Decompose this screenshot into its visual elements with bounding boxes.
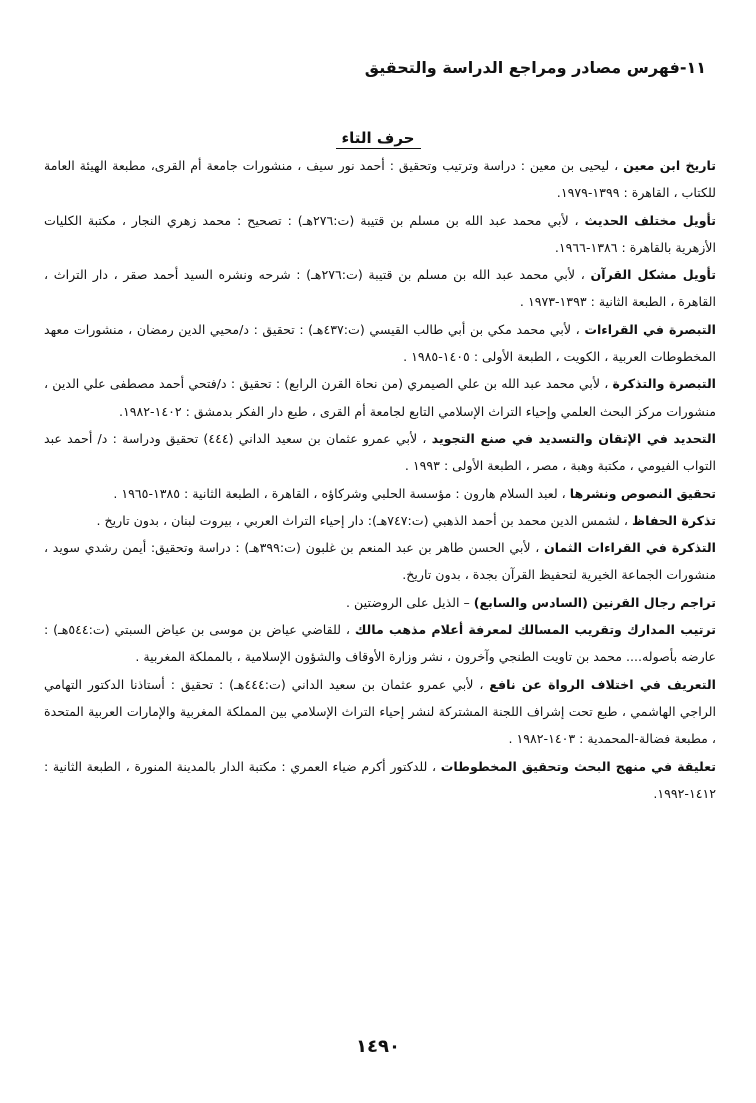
entry-title: التعريف في اختلاف الرواة عن نافع: [489, 676, 716, 692]
entry-text: ، ليحيى بن معين : دراسة وترتيب وتحقيق : أحمد نور سيف ، منشورات جامعة أم القرى، مطبعة الهيئة العامة للكتاب ، القاهرة : ١٣٩٩-١٩٧٩.: [44, 158, 716, 201]
entry-text: ، لأبي محمد عبد الله بن مسلم بن قتيبة (ت:٢٧٦هـ) : شرحه ونشره السيد أحمد صقر ، دار التراث ، القاهرة ، الطبعة الثانية : ١٣٩٣-١٩٧٣ .: [44, 267, 716, 310]
entry-title: تأويل مشكل القرآن: [590, 267, 716, 283]
entry-text: ، للدكتور أكرم ضياء العمري : مكتبة الدار بالمدينة المنورة ، الطبعة الثانية : ١٤١٢-١٩٩٢.: [44, 758, 716, 801]
running-header: ١١-فهرس مصادر ومراجع الدراسة والتحقيق: [364, 58, 706, 77]
entry-title: ترتيب المدارك وتقريب المسالك لمعرفة أعلام مذهب مالك: [354, 622, 716, 638]
entry-title: تذكرة الحفاظ: [632, 512, 716, 528]
bibliography-entry: [44, 261, 716, 316]
entry-text: ، لأبي عمرو عثمان بن سعيد الداني (ت:٤٤٤هـ) : تحقيق : أستاذنا الدكتور التهامي الراجي الهاشمي ، طبع تحت إشراف اللجنة المشتركة لنشر إحياء التراث الإسلامي بين المملكة المغربية والإمارات العربية المتحدة ، مطبعة فضالة-المحمدية : ١٤٠٣-١٩٨٢ .: [44, 676, 716, 747]
entry-title: تاريخ ابن معين: [623, 158, 716, 173]
bibliography-entry: [44, 671, 716, 753]
bibliography-entry: [44, 207, 716, 262]
entry-title: تأويل مختلف الحديث: [584, 212, 717, 228]
bibliography-entry: [44, 589, 716, 616]
bibliography-entry: [44, 152, 716, 207]
entry-text: ، للقاضي عياض بن موسى بن عياض السبتي (ت:٥٤٤هـ) : عارضه بأصوله.... محمد بن تاويت الطنجي وآخرون ، نشر وزارة الأوقاف والشؤون الإسلامية ، بالمملكة المغربية .: [44, 622, 716, 665]
entry-title: التحديد في الإتقان والتسديد في صنع التجويد: [431, 430, 716, 446]
entry-text: ، لشمس الدين محمد بن أحمد الذهبي (ت:٧٤٧هـ): دار إحياء التراث العربي ، بيروت لبنان ، بدون تاريخ .: [96, 512, 628, 528]
bibliography-entry: [44, 316, 716, 371]
bibliography-entry: [44, 534, 716, 589]
bibliography-entry: [44, 753, 716, 808]
section-heading: [0, 128, 756, 149]
bibliography-entry: [44, 370, 716, 425]
entry-title: التذكرة في القراءات الثمان: [543, 540, 716, 556]
page-number: ١٤٩٠: [356, 1036, 400, 1057]
bibliography-entry: [44, 425, 716, 480]
entry-title: تراجم رجال القرنين (السادس والسابع): [473, 594, 716, 610]
bibliography-entry: [44, 480, 716, 507]
entry-title: التبصرة والتذكرة: [612, 376, 716, 392]
section-title: حرف التاء: [336, 129, 421, 149]
entry-text: ، لعبد السلام هارون : مؤسسة الحلبي وشركاؤه ، القاهرة ، الطبعة الثانية : ١٣٨٥-١٩٦٥ .: [113, 485, 566, 501]
entry-title: التبصرة في القراءات: [584, 321, 716, 337]
entry-text: ، لأبي محمد عبد الله بن مسلم بن قتيبة (ت:٢٧٦هـ) : تصحيح : محمد زهري النجار ، مكتبة الكليات الأزهرية بالقاهرة : ١٣٨٦-١٩٦٦.: [44, 212, 716, 255]
bibliography-entry: [44, 616, 716, 671]
entry-title: تعليقة في منهج البحث وتحقيق المخطوطات: [440, 758, 716, 774]
bibliography-list: [44, 152, 716, 807]
entry-text: ، لأبي عمرو عثمان بن سعيد الداني (٤٤٤) تحقيق ودراسة : د/ أحمد عبد التواب الفيومي ، مكتبة وهبة ، مصر ، الطبعة الأولى : ١٩٩٣ .: [44, 430, 716, 474]
entry-title: تحقيق النصوص ونشرها: [569, 485, 716, 501]
entry-text: ، لأبي محمد مكي بن أبي طالب القيسي (ت:٤٣٧هـ) : تحقيق : د/محيي الدين رمضان ، منشورات معهد المخطوطات العربية ، الكويت ، الطبعة الأولى : ١٤٠٥-١٩٨٥ .: [44, 321, 716, 365]
entry-text: ، لأبي محمد عبد الله بن علي الصيمري (من نحاة القرن الرابع) : تحقيق : د/فتحي أحمد مصطفى علي الدين ، منشورات مركز البحث العلمي وإحياء التراث الإسلامي التابع لجامعة أم القرى ، طبع دار الفكر بدمشق : ١٤٠٢-١٩٨٢.: [44, 376, 716, 419]
bibliography-entry: [44, 507, 716, 534]
entry-text: ، لأبي الحسن طاهر بن عبد المنعم بن غلبون (ت:٣٩٩هـ) : دراسة وتحقيق: أيمن رشدي سويد ، منشورات الجماعة الخيرية لتحفيظ القرآن بجدة ، بدون تاريخ.: [44, 540, 716, 583]
entry-text: – الذيل على الروضتين .: [346, 594, 470, 610]
